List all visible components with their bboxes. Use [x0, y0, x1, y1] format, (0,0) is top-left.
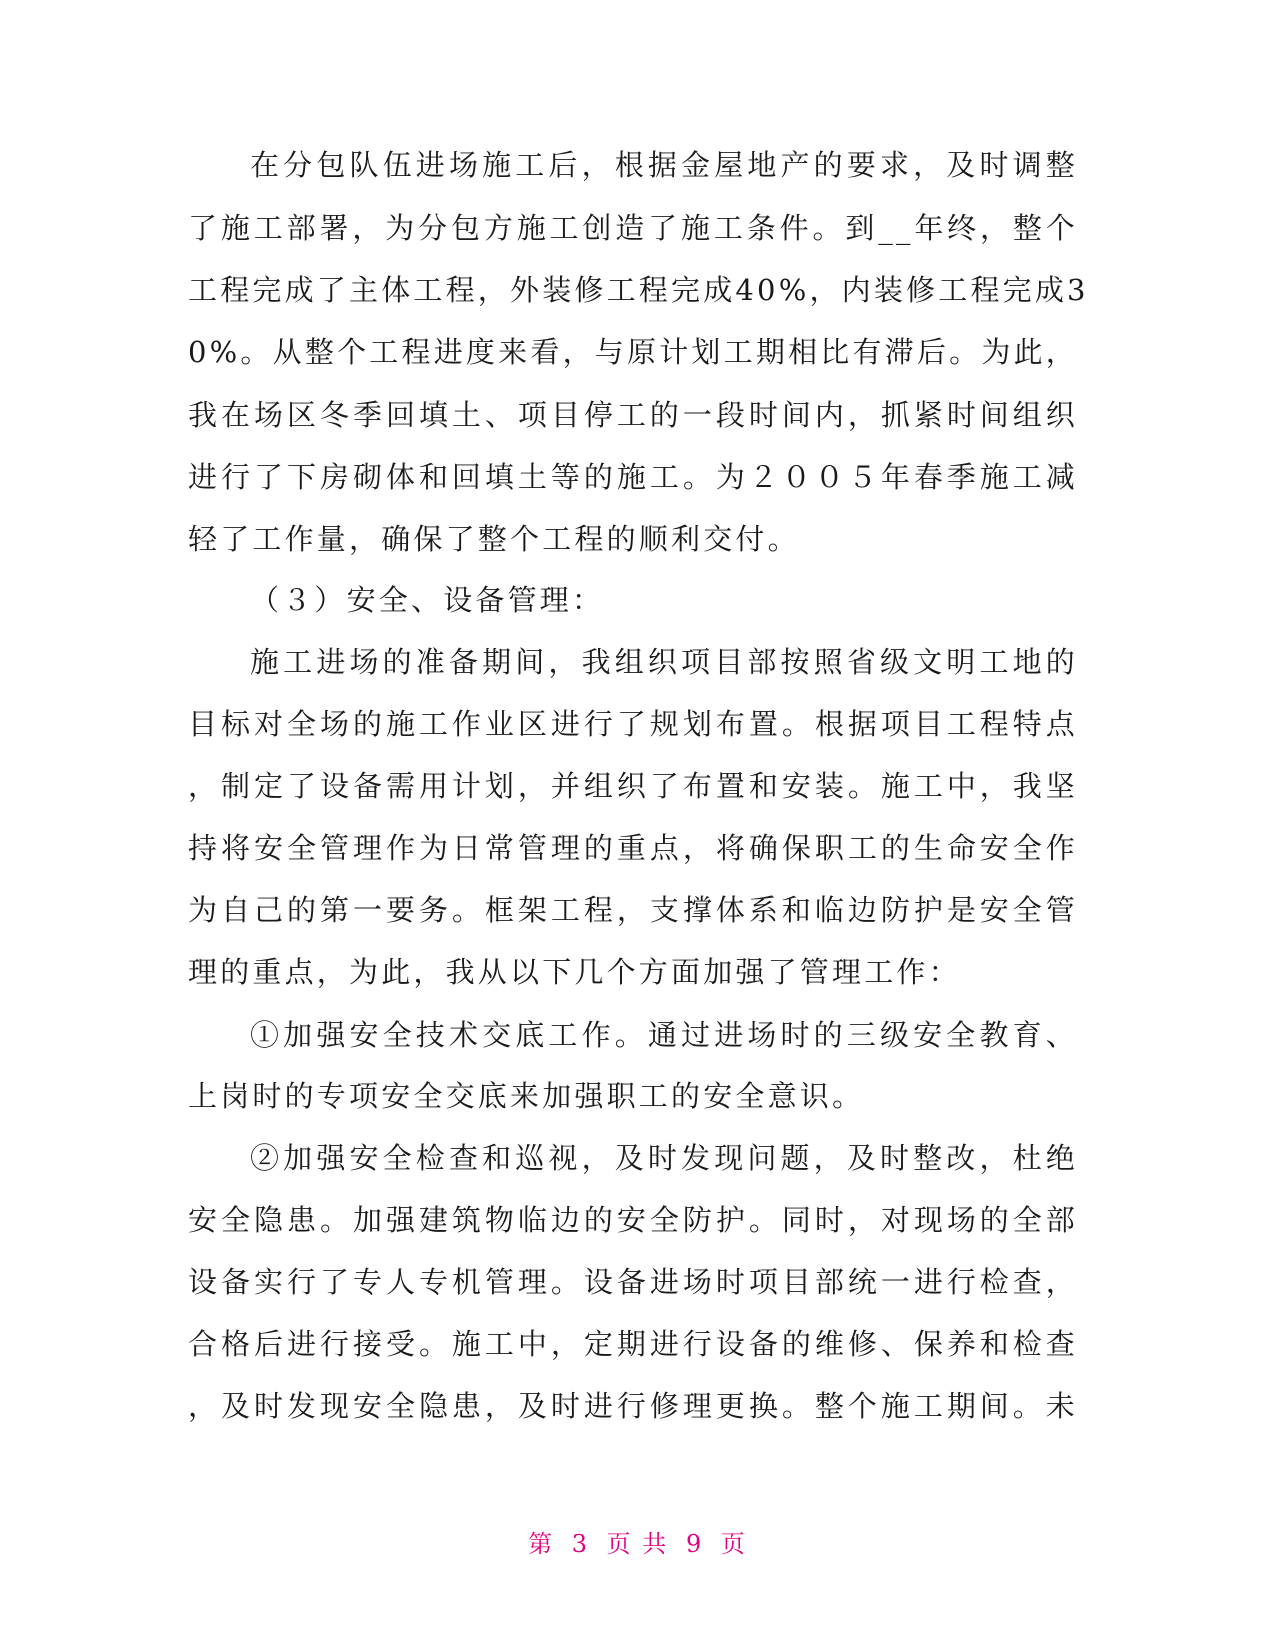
- text-line: 持将安全管理作为日常管理的重点，将确保职工的生命安全作: [188, 831, 1078, 865]
- footer-suffix: 页: [720, 1530, 747, 1558]
- text-line: 了施工部署，为分包方施工创造了施工条件。到__年终，整个: [188, 211, 1078, 245]
- current-page-number: 3: [571, 1530, 590, 1558]
- page-number-footer: [0, 1528, 1275, 1560]
- text-line: 进行了下房砌体和回填土等的施工。为２００５年春季施工减: [188, 460, 1078, 494]
- text-line: 目标对全场的施工作业区进行了规划布置。根据项目工程特点: [188, 707, 1078, 741]
- list-item: ①加强安全技术交底工作。通过进场时的三级安全教育、: [250, 1018, 1078, 1052]
- text-line: 0%。从整个工程进度来看，与原计划工期相比有滞后。为此，: [188, 335, 1078, 369]
- text-line: 在分包队伍进场施工后，根据金屋地产的要求，及时调整: [250, 148, 1078, 182]
- footer-middle: 页 共: [606, 1530, 669, 1558]
- text-line: 合格后进行接受。施工中，定期进行设备的维修、保养和检查: [188, 1327, 1078, 1361]
- text-line: 为自己的第一要务。框架工程，支撑体系和临边防护是安全管: [188, 893, 1078, 927]
- text-line: ，及时发现安全隐患，及时进行修理更换。整个施工期间。未: [188, 1389, 1078, 1423]
- text-line: 轻了工作量，确保了整个工程的顺利交付。: [188, 522, 800, 556]
- footer-prefix: 第: [528, 1530, 555, 1558]
- total-page-count: 9: [685, 1530, 704, 1558]
- text-line: 理的重点，为此，我从以下几个方面加强了管理工作：: [188, 955, 961, 989]
- text-line: 设备实行了专人专机管理。设备进场时项目部统一进行检查，: [188, 1265, 1078, 1299]
- text-line: 上岗时的专项安全交底来加强职工的安全意识。: [188, 1079, 865, 1113]
- section-heading: （３）安全、设备管理：: [250, 583, 605, 617]
- text-line: 施工进场的准备期间，我组织项目部按照省级文明工地的: [250, 645, 1078, 679]
- text-line: 工程完成了主体工程，外装修工程完成40%，内装修工程完成3: [188, 273, 1089, 307]
- text-line: 安全隐患。加强建筑物临边的安全防护。同时，对现场的全部: [188, 1203, 1078, 1237]
- text-line: 我在场区冬季回填土、项目停工的一段时间内，抓紧时间组织: [188, 398, 1078, 432]
- list-item: ②加强安全检查和巡视，及时发现问题，及时整改，杜绝: [250, 1141, 1078, 1175]
- text-line: ，制定了设备需用计划，并组织了布置和安装。施工中，我坚: [188, 769, 1078, 803]
